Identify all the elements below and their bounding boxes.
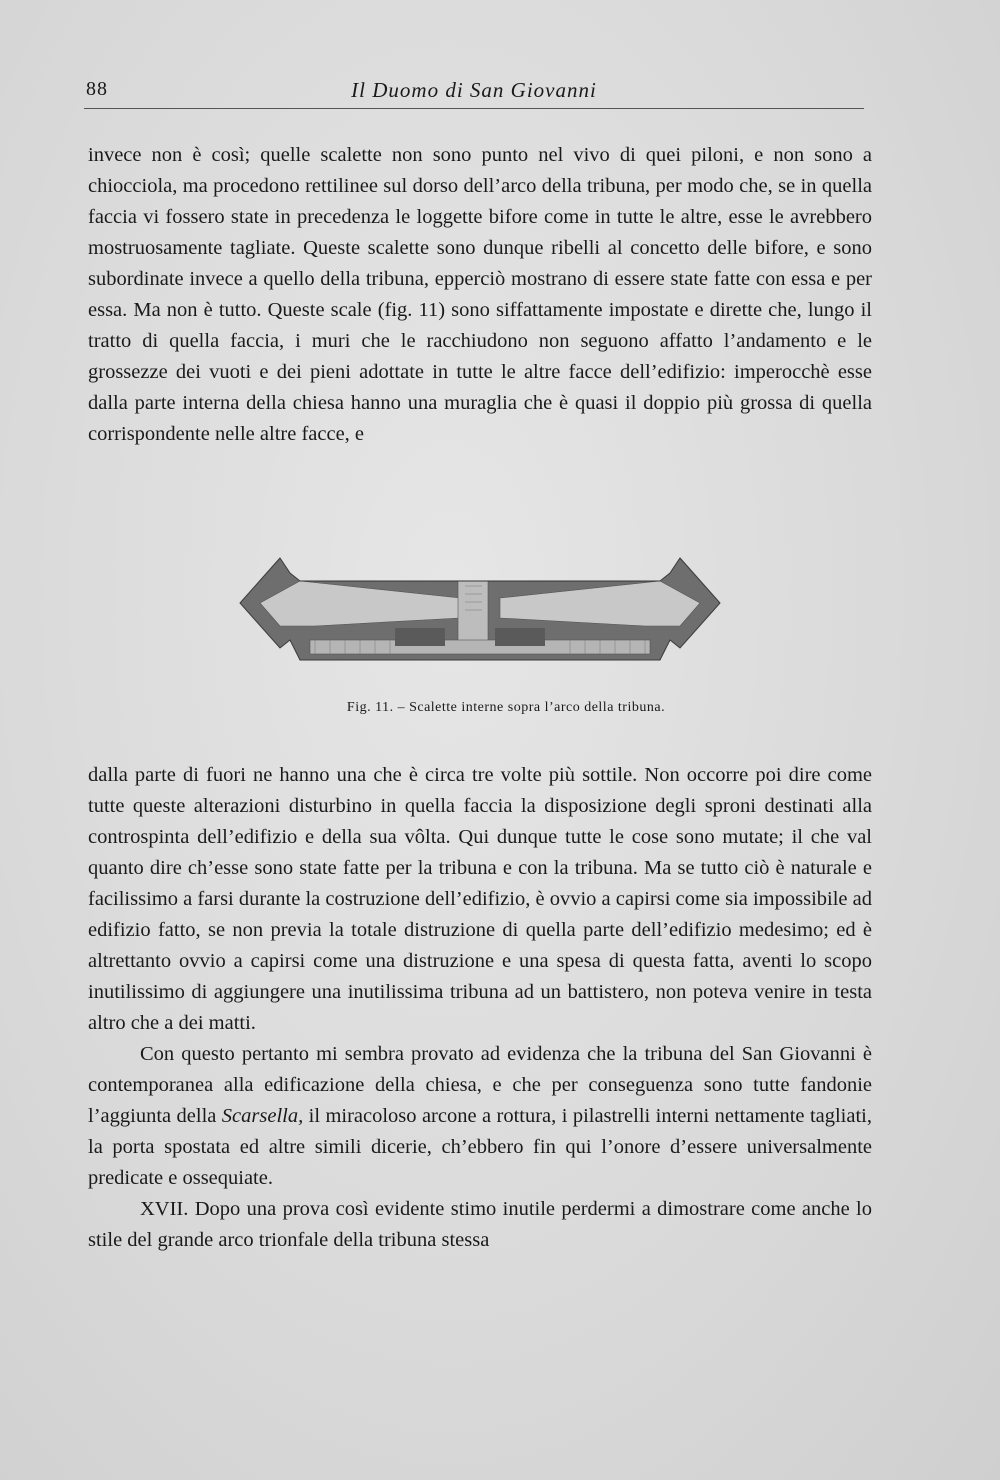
- paragraph: invece non è così; quelle scalette non sono punto nel vivo di quei piloni, e non sono a chiocciola, ma procedono rettilinee sul dorso dell’arco della tribuna, per modo che, se in quella faccia vi fossero state in precedenza le loggette bifore come in tutte le altre, esse le avrebbero mostruosamente tagliate. Queste scalette sono dunque ribelli al concetto delle bifore, e sono subordinate invece a quello della tribuna, epperciò mostrano di essere state fatte con essa e per essa. Ma non è tutto. Queste scale (fig. 11) sono siffattamente impostate e dirette che, lungo il tratto di quella faccia, i muri che le racchiudono non seguono affatto l’andamento e le grossezze dei vuoti e dei pieni adottate in tutte le altre facce dell’edifizio: imperocchè esse dalla parte interna della chiesa hanno una muraglia che è quasi il doppio più grossa di quella corrispondente nelle altre facce, e: [88, 144, 872, 445]
- figure-caption: Fig. 11. – Scalette interne sopra l’arco della tribuna.: [346, 700, 666, 715]
- page-header: [84, 74, 864, 109]
- paragraph: dalla parte di fuori ne hanno una che è circa tre volte più sottile. Non occorre poi dire come tutte queste alterazioni disturbino in quella faccia la disposizione degli sproni destinati alla controspinta dell’edifizio e della sua vôlta. Qui dunque tutte le cose sono mutate; il che val quanto dire ch’esse sono state fatte per la tribuna e con la tribuna. Ma se tutto ciò è naturale e facilissimo a farsi durante la costruzione dell’edifizio, è ovvio a capirsi come sia impossibile ad edifizio fatto, se non previa la totale distruzione di quella parte dell’edifizio medesimo; ed è altrettanto ovvio a capirsi come una distruzione e una spesa di questa fatta, aventi lo scopo inutilissimo di aggiungere una inutilissima tribuna ad un battistero, non poteva venire in testa altro che a dei matti.: [88, 764, 872, 1034]
- running-title: Il Duomo di San Giovanni: [351, 78, 597, 102]
- italic-term: Scarsella,: [221, 1105, 304, 1127]
- body-text-bottom: [88, 760, 872, 1256]
- paragraph-text: Con questo pertanto mi sembra provato ad evidenza che la tribuna del San Giovanni è contemporanea alla edificazione della chiesa, e che per conseguenza sono tutte fandonie l’aggiunta della: [88, 1043, 872, 1127]
- paragraph: XVII. Dopo una prova così evidente stimo inutile perdermi a dimostrare come anche lo stile del grande arco trionfale della tribuna stessa: [88, 1198, 872, 1251]
- stair-plan-illustration: [220, 548, 740, 698]
- block-left: [395, 628, 445, 646]
- paragraph: [88, 1039, 872, 1194]
- lower-band: [310, 640, 650, 654]
- block-right: [495, 628, 545, 646]
- paragraph-text: il miracoloso arcone a rottura, i pilastrelli interni nettamente tagliati, la porta spostata ed altre simili dicerie, ch’ebbero fin qui l’onore d’essere universalmente predicate e ossequiate.: [88, 1105, 872, 1189]
- body-text-top: [88, 140, 872, 450]
- central-shaft: [458, 581, 488, 643]
- page-number: 88: [86, 78, 108, 100]
- figure-plan-drawing: [220, 548, 740, 698]
